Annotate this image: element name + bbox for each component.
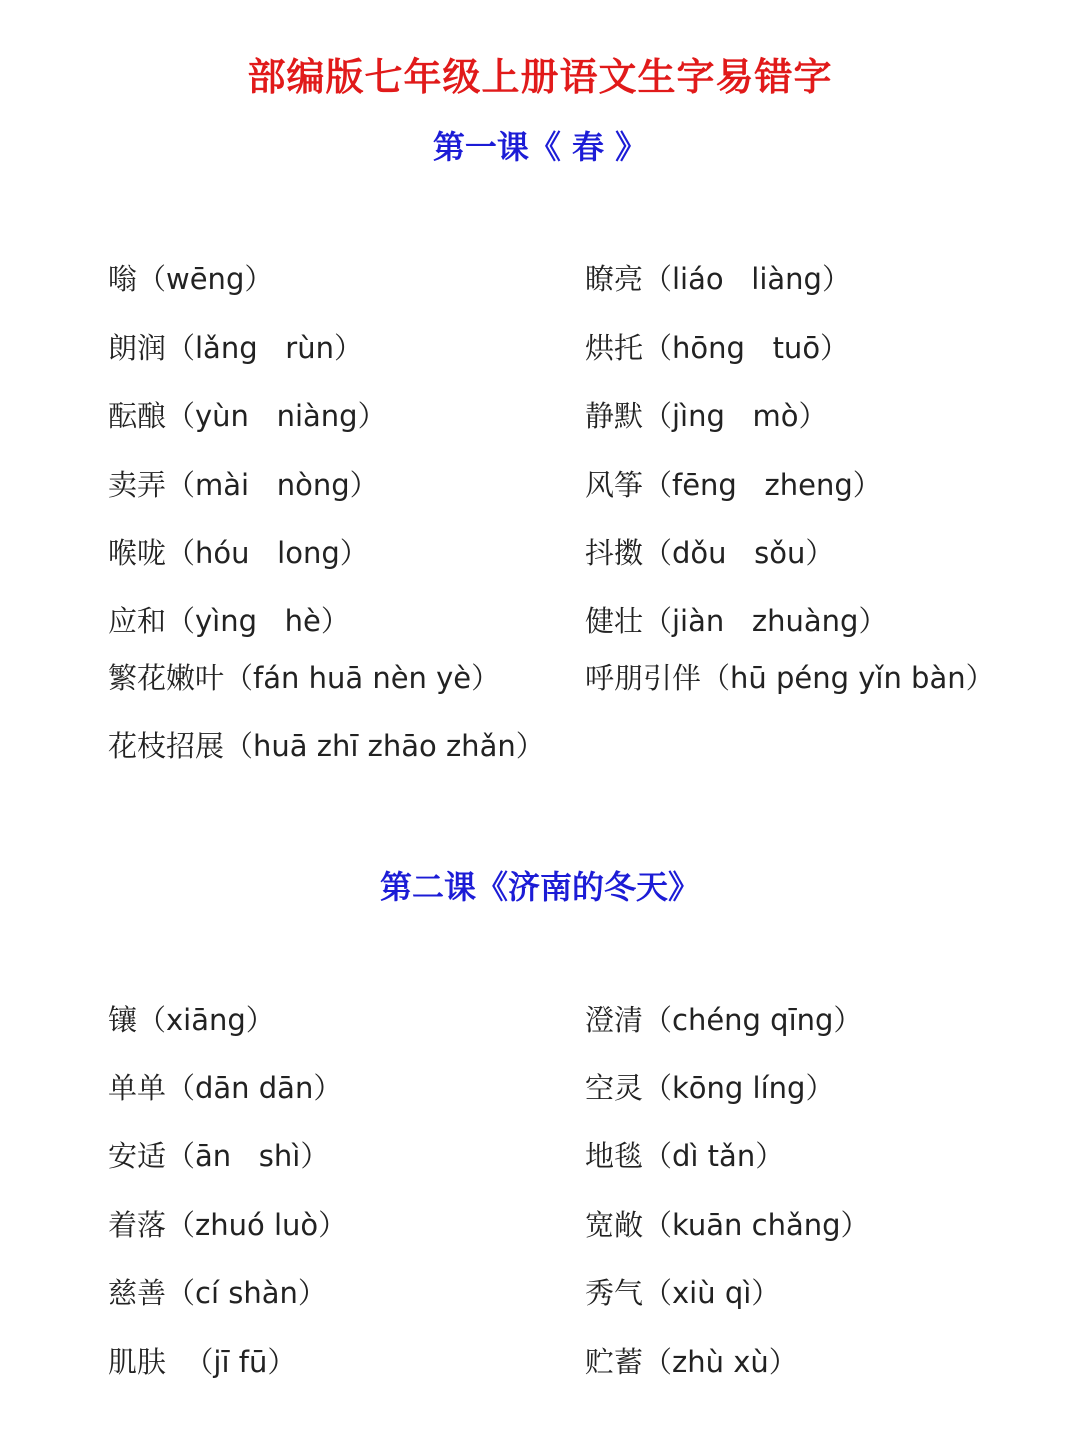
word-item: 慈善（cí shàn） bbox=[108, 1276, 327, 1310]
word-item: 花枝招展（huā zhī zhāo zhǎn） bbox=[108, 729, 545, 763]
word-item: 肌肤 （jī fū） bbox=[108, 1345, 297, 1379]
word-item: 贮蓄（zhù xù） bbox=[585, 1345, 798, 1379]
word-item: 健壮（jiàn zhuàng） bbox=[585, 604, 888, 638]
word-item: 抖擞（dǒu sǒu） bbox=[585, 536, 835, 570]
word-item: 呼朋引伴（hū péng yǐn bàn） bbox=[585, 661, 995, 695]
word-item: 卖弄（mài nòng） bbox=[108, 468, 379, 502]
word-item: 地毯（dì tǎn） bbox=[585, 1139, 785, 1173]
word-item: 静默（jìng mò） bbox=[585, 399, 828, 433]
word-item: 澄清（chéng qīng） bbox=[585, 1003, 863, 1037]
word-item: 宽敞（kuān chǎng） bbox=[585, 1208, 870, 1242]
word-item: 嗡（wēng） bbox=[108, 262, 274, 296]
word-item: 安适（ān shì） bbox=[108, 1139, 330, 1173]
word-item: 烘托（hōng tuō） bbox=[585, 331, 850, 365]
word-item: 朗润（lǎng rùn） bbox=[108, 331, 363, 365]
lesson-2-heading: 第二课《济南的冬天》 bbox=[379, 868, 700, 906]
word-item: 着落（zhuó luò） bbox=[108, 1208, 348, 1242]
word-item: 秀气（xiù qì） bbox=[585, 1276, 781, 1310]
word-item: 瞭亮（liáo liàng） bbox=[585, 262, 851, 296]
word-item: 繁花嫩叶（fán huā nèn yè） bbox=[108, 661, 501, 695]
word-item: 空灵（kōng líng） bbox=[585, 1071, 835, 1105]
word-item: 风筝（fēng zheng） bbox=[585, 468, 882, 502]
lesson-1-heading: 第一课《 春 》 bbox=[432, 128, 648, 166]
word-item: 应和（yìng hè） bbox=[108, 604, 350, 638]
word-item: 镶（xiāng） bbox=[108, 1003, 275, 1037]
word-item: 酝酿（yùn niàng） bbox=[108, 399, 387, 433]
word-item: 单单（dān dān） bbox=[108, 1071, 343, 1105]
word-item: 喉咙（hóu long） bbox=[108, 536, 369, 570]
page-title: 部编版七年级上册语文生字易错字 bbox=[247, 55, 833, 99]
